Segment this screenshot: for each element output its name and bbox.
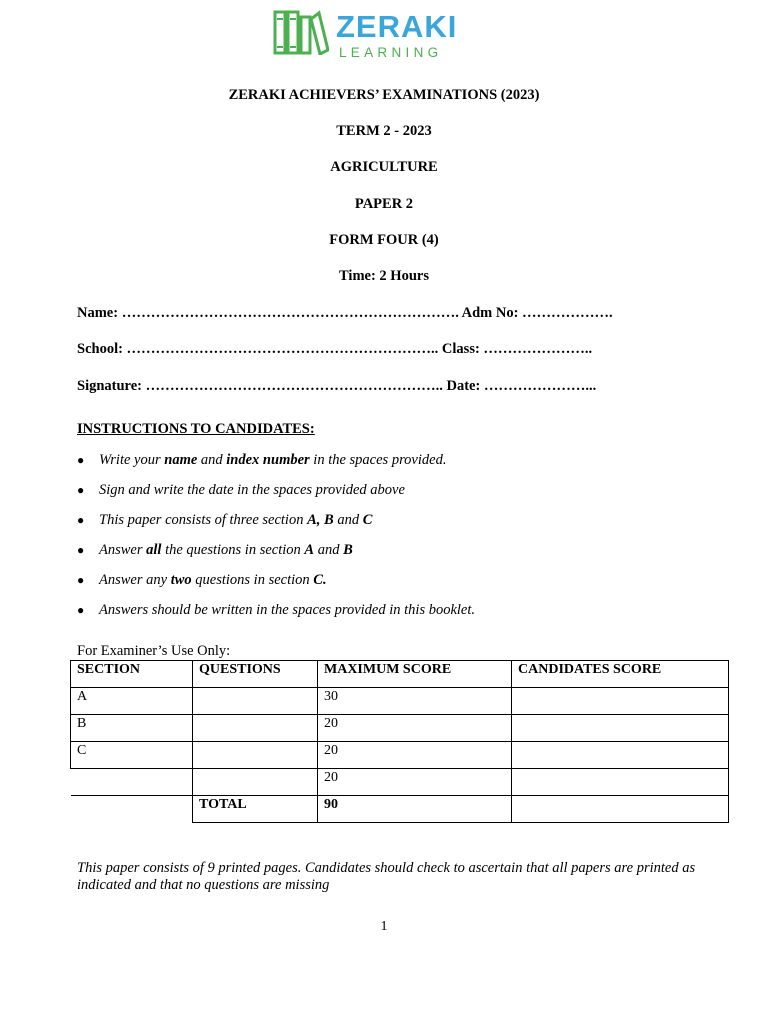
total-value: 90 [318, 796, 512, 823]
instruction-item: ● Answers should be written in the spaces provided in this booklet. [77, 602, 476, 618]
zeraki-logo [273, 9, 473, 60]
max-score-cell: 30 [318, 688, 512, 715]
max-score-cell: 20 [318, 715, 512, 742]
instructions-title: INSTRUCTIONS TO CANDIDATES: [77, 421, 315, 437]
bullet: ● [77, 543, 85, 557]
logo-brand-text: ZERAKI [336, 9, 458, 44]
footer-note: This paper consists of 9 printed pages. Candidates should check to ascertain that all papers are printed as indicated and that no questions are missing [77, 860, 696, 893]
empty-cell [71, 796, 193, 823]
questions-cell[interactable] [193, 769, 318, 796]
table-row [71, 688, 729, 715]
candidate-score-cell[interactable] [512, 769, 729, 796]
paper-line: PAPER 2 [354, 196, 414, 212]
header-cell: CANDIDATES SCORE [512, 661, 729, 688]
time-line: Time: 2 Hours [339, 268, 429, 284]
candidate-score-cell[interactable] [512, 715, 729, 742]
examiner-label: For Examiner’s Use Only: [77, 643, 231, 659]
table-header-row [71, 661, 729, 688]
max-score-cell: 20 [318, 742, 512, 769]
table-row [71, 715, 729, 742]
name-adm-field[interactable]: Name: ……………………………………………………………. Adm No: ………………. [77, 305, 613, 321]
section-cell: C [71, 742, 193, 769]
score-table [70, 660, 729, 823]
subject-line: AGRICULTURE [330, 159, 438, 175]
exam-title: ZERAKI ACHIEVERS’ EXAMINATIONS (2023) [228, 87, 540, 103]
school-class-field[interactable]: School: ……………………………………………………….. Class: ………………….. [77, 341, 593, 357]
table-row [71, 742, 729, 769]
max-score-cell: 20 [318, 769, 512, 796]
term-line: TERM 2 - 2023 [336, 123, 432, 139]
questions-cell[interactable] [193, 715, 318, 742]
questions-cell[interactable] [193, 742, 318, 769]
header-cell: QUESTIONS [193, 661, 318, 688]
total-candidate-score-cell[interactable] [512, 796, 729, 823]
section-cell [71, 769, 193, 796]
candidate-score-cell[interactable] [512, 742, 729, 769]
instruction-item: ● Answer all the questions in section A and B [77, 542, 353, 558]
questions-cell[interactable] [193, 688, 318, 715]
instruction-item: ● Answer any two questions in section C. [77, 572, 327, 588]
books-icon [273, 9, 329, 55]
header-cell: SECTION [71, 661, 193, 688]
signature-date-field[interactable]: Signature: …………………………………………………….. Date: …………………... [77, 378, 597, 394]
table-row [71, 769, 729, 796]
bullet: ● [77, 573, 85, 587]
header-cell: MAXIMUM SCORE [318, 661, 512, 688]
total-row [71, 796, 729, 823]
bullet: ● [77, 453, 85, 467]
bullet: ● [77, 483, 85, 497]
section-cell: B [71, 715, 193, 742]
bullet: ● [77, 513, 85, 527]
instruction-item: ● This paper consists of three section A, B and C [77, 512, 373, 528]
page-number: 1 [380, 919, 388, 934]
logo-sub-text: LEARNING [339, 45, 443, 60]
form-line: FORM FOUR (4) [329, 232, 439, 248]
total-label: TOTAL [193, 796, 318, 823]
bullet: ● [77, 603, 85, 617]
instruction-item: ● Sign and write the date in the spaces provided above [77, 482, 405, 498]
section-cell: A [71, 688, 193, 715]
instructions-list [77, 451, 475, 631]
instruction-item: ● Write your name and index number in the spaces provided. [77, 452, 447, 468]
candidate-score-cell[interactable] [512, 688, 729, 715]
